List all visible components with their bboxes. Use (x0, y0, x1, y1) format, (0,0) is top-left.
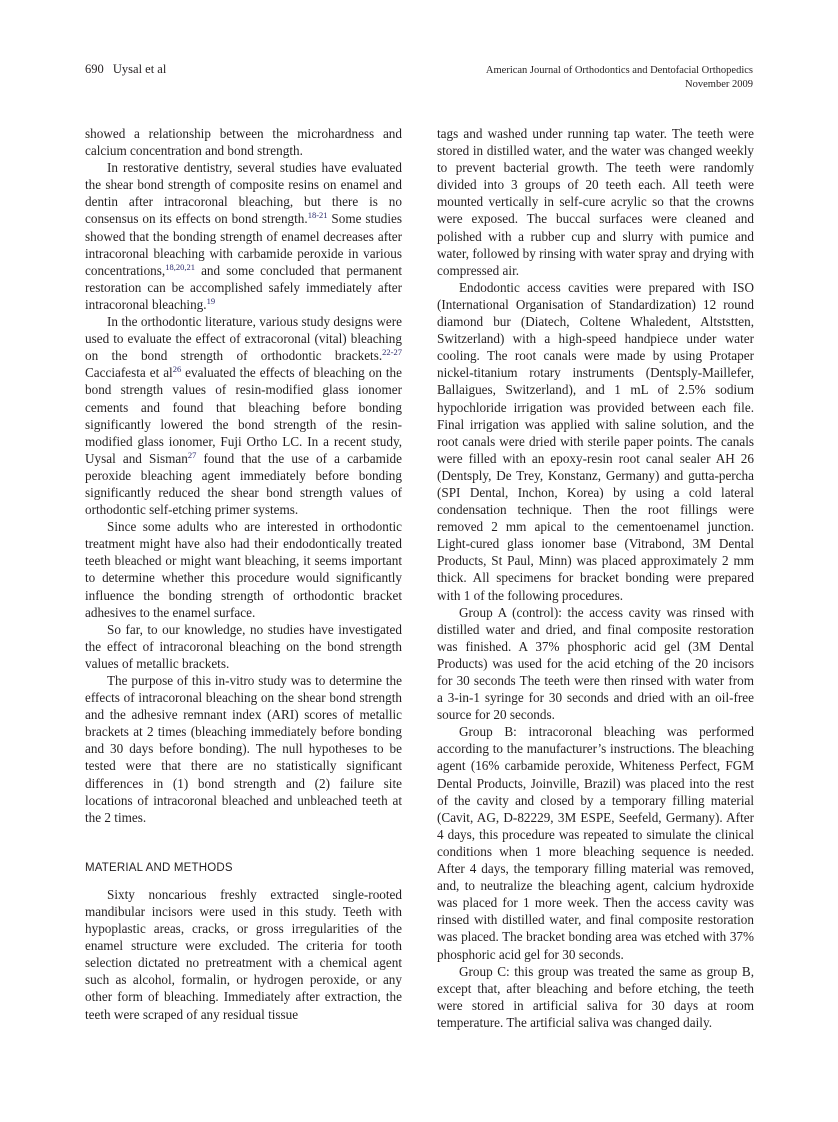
text-run: In the orthodontic literature, various study designs were used to evaluate the effect of extracoronal (vital) bleaching on the bond strength of orthodontic brackets. (85, 314, 402, 364)
text-run: and some concluded that permanent restoration can be accomplished safely immediately after intracoronal bleaching. (85, 262, 402, 312)
text-run: evaluated the effects of bleaching on the bond strength values of resin-modified glass ionomer cements and found that bleaching before bonding significantly lowered the bond strength of the resin-modified glass ionomer, Fuji Ortho LC. In a recent study, Uysal and Sisman (85, 365, 402, 466)
paragraph (85, 159, 402, 313)
text-run: In restorative dentistry, several studies have evaluated the shear bond strength of composite resins on enamel and dentin after intracoronal bleaching, but there is no consensus on its effects on bond strength. (85, 160, 402, 227)
section-heading: MATERIAL AND METHODS (85, 861, 233, 874)
text-run: found that the use of a carbamide peroxide bleaching agent immediately before bonding significantly reduced the shear bond strength values of orthodontic self-etching primer systems. (85, 450, 402, 518)
methods-paragraphs (85, 886, 402, 1023)
text-run: The purpose of this in-vitro study was to determine the effects of intracoronal bleaching on the shear bond strength and the adhesive remnant index (ARI) scores of metallic brackets at 2 times (bleaching immediately before bonding and 30 days before bonding). The null hypotheses to be tested were that there are no statistically significant differences in (1) bond strength and (2) failure site locations of intracoronal bleached and unbleached teeth at the 2 times. (85, 673, 402, 825)
text-run: Group C: this group was treated the same as group B, except that, after bleaching and before etching, the teeth were stored in artificial saliva for 30 days at room temperature. The artificial saliva was changed daily. (437, 963, 754, 1030)
paragraph (437, 963, 754, 1031)
citation-superscript: 19 (206, 295, 216, 306)
text-run: tags and washed under running tap water. The teeth were stored in distilled water, and the water was changed weekly to prevent bacterial growth. The teeth were randomly divided into 3 groups of 20 teeth each. All teeth were mounted vertically in self-cure acrylic so that the crowns were exposed. The buccal surfaces were cleaned and polished with a rubber cup and slurry with pumice and water, followed by rinsing with water spray and drying with compressed air. (437, 126, 754, 278)
paragraph (85, 672, 402, 826)
text-run: Group A (control): the access cavity was rinsed with distilled water and dried, and final composite restoration was finished. A 37% phosphoric acid gel (3M Dental Products) was used for the acid etching of the 20 incisors for 30 seconds The teeth were then rinsed with water from a 3-in-1 syringe for 30 seconds and dried with an oil-free source for 20 seconds. (437, 604, 754, 723)
text-run: Since some adults who are interested in orthodontic treatment might have also had their endodontically treated teeth bleached or might want bleaching, it seems important to determine whether this procedure would significantly influence the bonding strength of orthodontic bracket adhesives to the enamel surface. (85, 519, 402, 620)
citation-superscript: 18,20,21 (165, 261, 195, 272)
citation-superscript: 27 (187, 449, 197, 460)
right-column (437, 125, 754, 1031)
paragraph (437, 125, 754, 279)
paragraph (85, 621, 402, 672)
paragraph (85, 125, 402, 159)
citation-superscript: 18-21 (307, 210, 328, 221)
left-column (85, 125, 402, 1023)
text-run: Group B: intracoronal bleaching was performed according to the manufacturer’s instructions. The bleaching agent (16% carbamide peroxide, Whiteness Perfect, FGM Dental Products, Joinville, Brazil) was placed into the rest of the cavity and closed by a temporary filling material (Cavit, AG, D-82229, 3M ESPE, Seefeld, Germany). After 4 days, this procedure was repeated to simulate the clinical conditions when 1 more bleaching sequence is needed. After 4 days, the temporary filling material was removed, and, to neutralize the bleaching agent, calcium hydroxide was placed for 1 more week. Then the access cavity was rinsed with distilled water, and final composite restoration was placed. The bracket bonding area was etched with 37% phosphoric acid gel for 30 seconds. (437, 724, 754, 962)
paragraph (85, 313, 402, 518)
text-run: Endodontic access cavities were prepared with ISO (International Organisation of Standardization) 12 round diamond bur (Diatech, Coltene Whaledent, Altststten, Switzerland) with a high-speed handpiece under water cooling. The root canals were made by using Protaper nickel-titanium rotary instruments (Dentsply-Maillefer, Ballaigues, Switzerland), and 1 mL of 2.5% sodium hypochloride irrigation was provided between each file. Final irrigation was applied with saline solution, and the root canals were dried with sterile paper points. The canals were filled with an epoxy-resin root canal sealer AH 26 (Dentsply, De Trey, Konstanz, Germany) and gutta-percha (SPI Dental, Inchon, Korea) by using a cold lateral condensation technique. Then the root fillings were removed 2 mm apical to the cementoenamel junction. Light-cured glass ionomer base (Vitrabond, 3M Dental Products, St Paul, Minn) was placed approximately 2 mm thick. All specimens for bracket bonding were prepared with 1 of the following procedures. (437, 279, 754, 603)
citation-superscript: 26 (172, 364, 182, 375)
intro-paragraphs (85, 125, 402, 826)
text-run: Sixty noncarious freshly extracted single-rooted mandibular incisors were used in this study. Teeth with hypoplastic areas, cracks, or gross irregularities of the enamel structure were excluded. The criteria for tooth selection dictated no pretreatment with a chemical agent such as alcohol, formalin, or hydrogen peroxide, or any other form of bleaching. Immediately after extraction, the teeth were scraped of any residual tissue (85, 886, 402, 1022)
text-run: showed a relationship between the microhardness and calcium concentration and bond strength. (85, 126, 402, 159)
text-run: Cacciafesta et al (85, 365, 173, 381)
methods-continued-paragraphs (437, 125, 754, 1031)
page-number: 690 (85, 62, 104, 76)
running-authors: Uysal et al (112, 62, 167, 76)
paragraph (85, 886, 402, 1023)
paragraph (437, 723, 754, 962)
running-header-left (85, 62, 166, 77)
text-run: Some studies showed that the bonding strength of enamel decreases after intracoronal bleaching with carbamide peroxide in various concentrations, (85, 211, 402, 278)
issue-date: November 2009 (685, 79, 753, 90)
running-header-right (486, 64, 753, 92)
paragraph (85, 518, 402, 621)
journal-title: American Journal of Orthodontics and Dentofacial Orthopedics (485, 65, 753, 76)
paragraph (437, 279, 754, 604)
citation-superscript: 22-27 (382, 347, 402, 358)
paragraph (437, 604, 754, 724)
text-run: So far, to our knowledge, no studies have investigated the effect of intracoronal bleaching on the bond strength values of metallic brackets. (85, 621, 402, 671)
